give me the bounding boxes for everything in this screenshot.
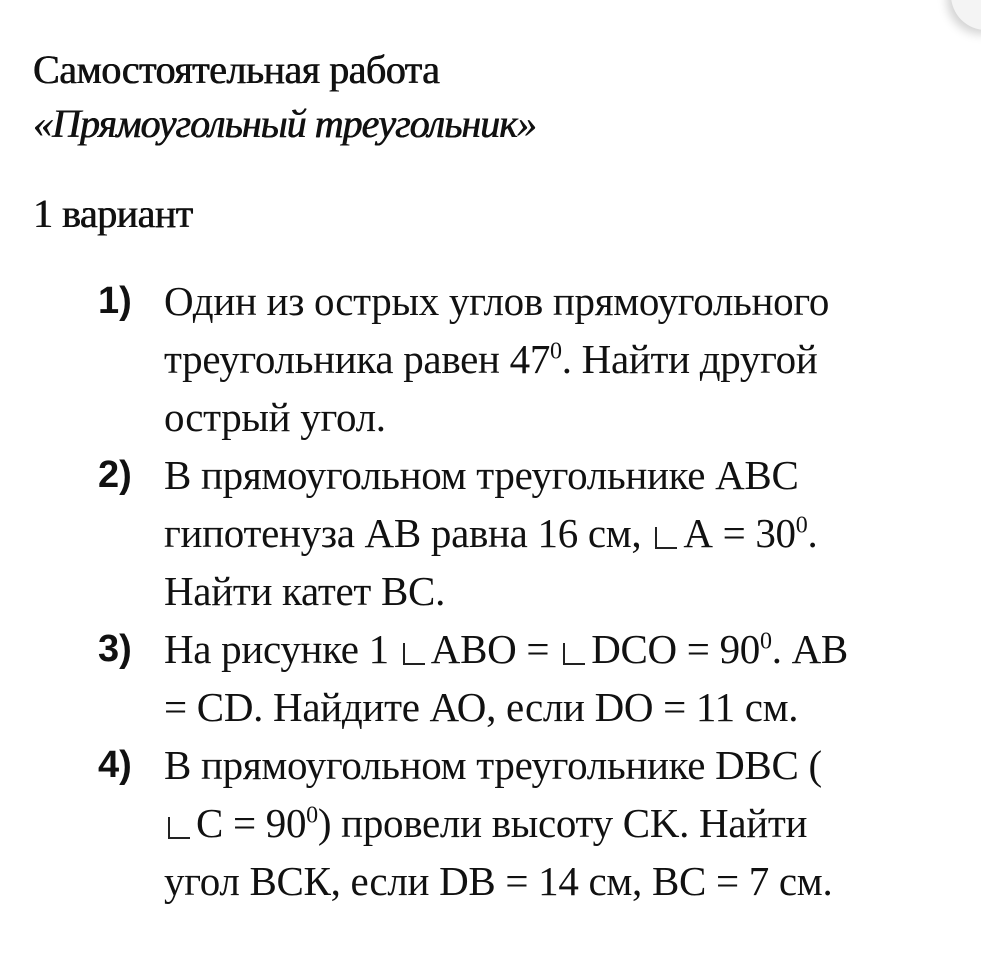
task-1-number: 1) — [98, 280, 132, 322]
document-subtitle: «Прямоугольный треугольник» — [33, 101, 536, 146]
variant-heading: 1 вариант — [33, 191, 193, 236]
task-1-line-2-part-b: . Найти другой — [561, 336, 818, 382]
task-4 — [98, 736, 958, 910]
degree-superscript: 0 — [759, 628, 772, 655]
task-4-line-1 — [164, 736, 958, 794]
task-2-text — [164, 446, 958, 620]
angle-icon — [168, 817, 190, 839]
task-1-text — [164, 272, 958, 446]
task-3 — [98, 620, 958, 736]
task-4-line-2 — [164, 794, 958, 852]
task-4-line-2-part-a: C = 90 — [196, 800, 307, 846]
task-2-line-3-text: Найти катет ВС. — [164, 568, 446, 614]
task-2-line-2-part-c: . — [807, 510, 818, 556]
task-3-line-2 — [164, 678, 958, 736]
task-1 — [98, 272, 958, 446]
task-2-line-2 — [164, 504, 958, 562]
document-header — [33, 44, 933, 152]
task-1-line-2-part-a: треугольника равен 47 — [164, 336, 551, 382]
task-3-line-1-part-d: . АВ — [771, 626, 848, 672]
angle-icon — [403, 643, 425, 665]
page-corner-shadow — [951, 0, 981, 30]
degree-superscript: 0 — [795, 512, 808, 539]
task-4-line-3-text: угол ВСК, если DB = 14 см, ВС = 7 см. — [164, 858, 833, 904]
task-2-line-3 — [164, 562, 958, 620]
task-4-text — [164, 736, 958, 910]
task-3-line-1-part-c: DCO = 90 — [591, 626, 760, 672]
task-3-line-1 — [164, 620, 958, 678]
task-2-line-2-part-a: гипотенуза АВ равна 16 см, — [164, 510, 642, 556]
task-2-line-1 — [164, 446, 958, 504]
degree-superscript: 0 — [550, 338, 562, 365]
task-list — [98, 272, 958, 910]
task-4-line-3 — [164, 852, 958, 910]
task-4-number: 4) — [98, 744, 132, 786]
task-2 — [98, 446, 958, 620]
task-3-line-1-part-a: На рисунке 1 — [164, 626, 389, 672]
task-1-line-3 — [164, 388, 958, 446]
task-1-line-1-text: Один из острых углов прямоугольного — [164, 278, 830, 324]
degree-superscript: 0 — [306, 802, 318, 829]
document-title: Самостоятельная работа — [33, 47, 440, 92]
task-1-line-2 — [164, 330, 958, 388]
task-3-line-1-part-b: АВО = — [430, 626, 550, 672]
task-2-number: 2) — [98, 454, 132, 496]
task-3-number: 3) — [98, 628, 132, 670]
angle-icon — [563, 643, 585, 665]
task-2-line-1-text: В прямоугольном треугольнике АВС — [164, 452, 799, 498]
task-1-line-1 — [164, 272, 958, 330]
task-3-line-2-text: = CD. Найдите АО, если DO = 11 см. — [164, 684, 799, 730]
task-4-line-2-part-b: ) провели высоту CK. Найти — [317, 800, 808, 846]
task-3-text — [164, 620, 958, 736]
task-2-line-2-part-b: А = 30 — [683, 510, 796, 556]
task-1-line-3-text: острый угол. — [164, 394, 386, 440]
angle-icon — [655, 527, 677, 549]
task-4-line-1-text: В прямоугольном треугольнике DBC ( — [164, 742, 822, 788]
